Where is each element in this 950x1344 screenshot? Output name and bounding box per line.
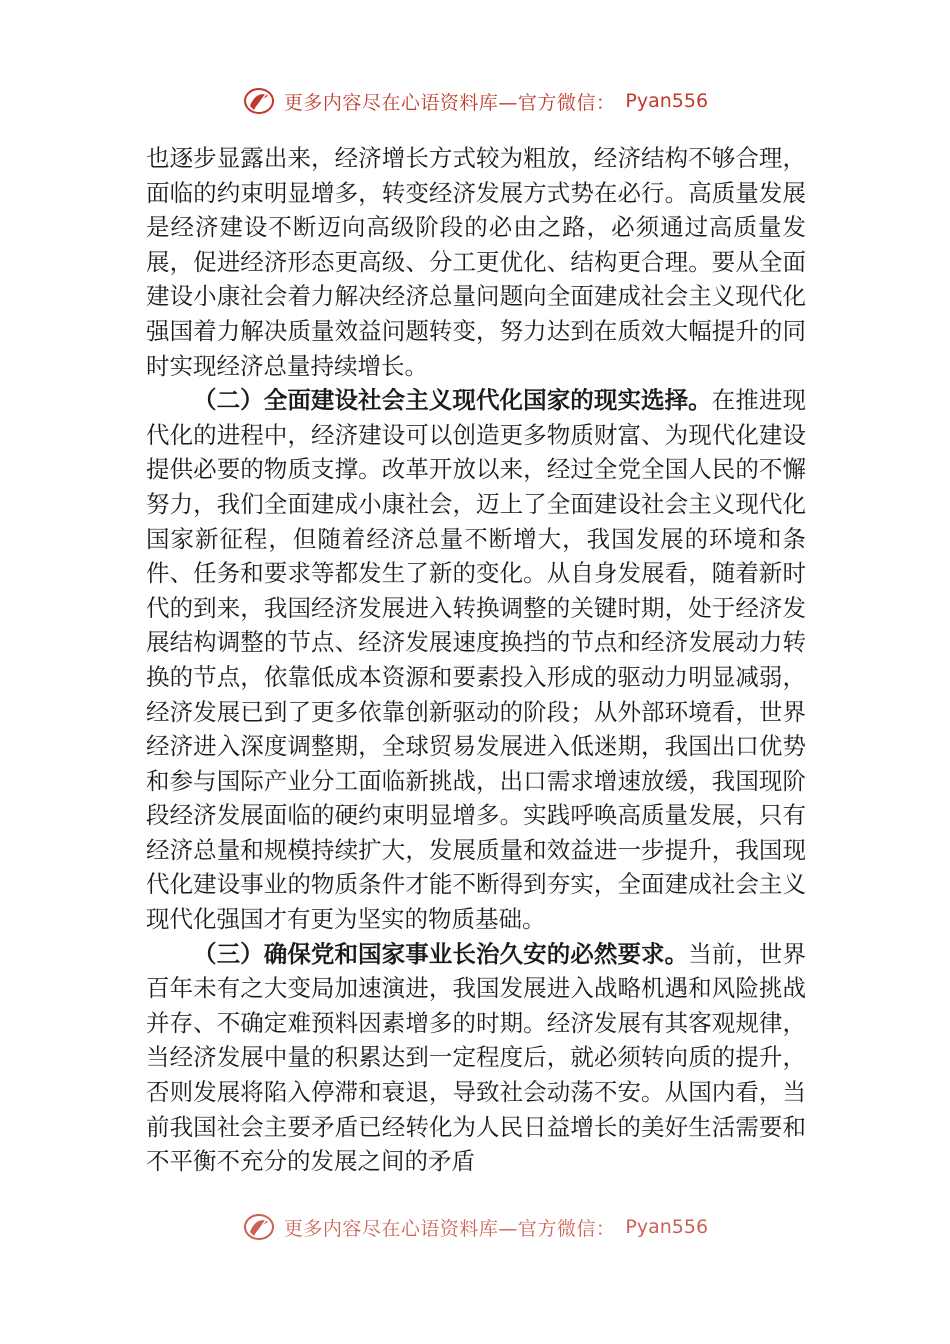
paragraph-1 — [146, 141, 806, 383]
watermark-header — [0, 86, 950, 116]
paragraph-3-text: 当前，世界百年未有之大变局加速演进，我国发展进入战略机遇和风险挑战并存、不确定难预料因素增多的时期。经济发展有其客观规律，当经济发展中量的积累达到一定程度后，就必须转向质的提升，否则发展将陷入停滞和衰退，导致社会动荡不安。从国内看，当前我国社会主要矛盾已经转化为人民日益增长的美好生活需要和不平衡不充分的发展之间的矛盾 — [146, 939, 807, 1176]
document-body — [146, 141, 806, 1179]
watermark-id: Pyan556 — [625, 1216, 709, 1238]
paragraph-3 — [146, 937, 806, 1179]
paragraph-1-text: 也逐步显露出来，经济增长方式较为粗放，经济结构不够合理，面临的约束明显增多，转变经济发展方式势在必行。高质量发展是经济建设不断迈向高级阶段的必由之路，必须通过高质量发展，促进经济形态更高级、分工更优化、结构更合理。要从全面建设小康社会着力解决经济总量问题向全面建成社会主义现代化强国着力解决质量效益问题转变，努力达到在质效大幅提升的同时实现经济总量持续增长。 — [146, 144, 806, 380]
paragraph-2-text: 在推进现代化的进程中，经济建设可以创造更多物质财富、为现代化建设提供必要的物质支撑。改革开放以来，经过全党全国人民的不懈努力，我们全面建成小康社会，迈上了全面建设社会主义现代化国家新征程，但随着经济总量不断增大，我国发展的环境和条件、任务和要求等都发生了新的变化。从自身发展看，随着新时代的到来，我国经济发展进入转换调整的关键时期，处于经济发展结构调整的节点、经济发展速度换挡的节点和经济发展动力转换的节点，依靠低成本资源和要素投入形成的驱动力明显减弱，经济发展已到了更多依靠创新驱动的阶段；从外部环境看，世界经济进入深度调整期，全球贸易发展进入低迷期，我国出口优势和参与国际产业分工面临新挑战，出口需求增速放缓，我国现阶段经济发展面临的硬约束明显增多。实践呼唤高质量发展，只有经济总量和规模持续扩大，发展质量和效益进一步提升，我国现代化建设事业的物质条件才能不断得到夯实，全面建成社会主义现代化强国才有更为坚实的物质基础。 — [146, 386, 807, 934]
watermark-id: Pyan556 — [625, 90, 709, 112]
watermark-text: 更多内容尽在心语资料库—官方微信： — [283, 91, 616, 114]
paragraph-3-heading: （三）确保党和国家事业长治久安的必然要求。 — [193, 939, 689, 968]
watermark-text: 更多内容尽在心语资料库—官方微信： — [283, 1217, 616, 1240]
watermark-logo-icon — [242, 1212, 276, 1242]
watermark-footer — [0, 1212, 950, 1242]
paragraph-2 — [146, 383, 806, 937]
paragraph-2-heading: （二）全面建设社会主义现代化国家的现实选择。 — [193, 386, 712, 415]
watermark-logo-icon — [242, 86, 276, 116]
